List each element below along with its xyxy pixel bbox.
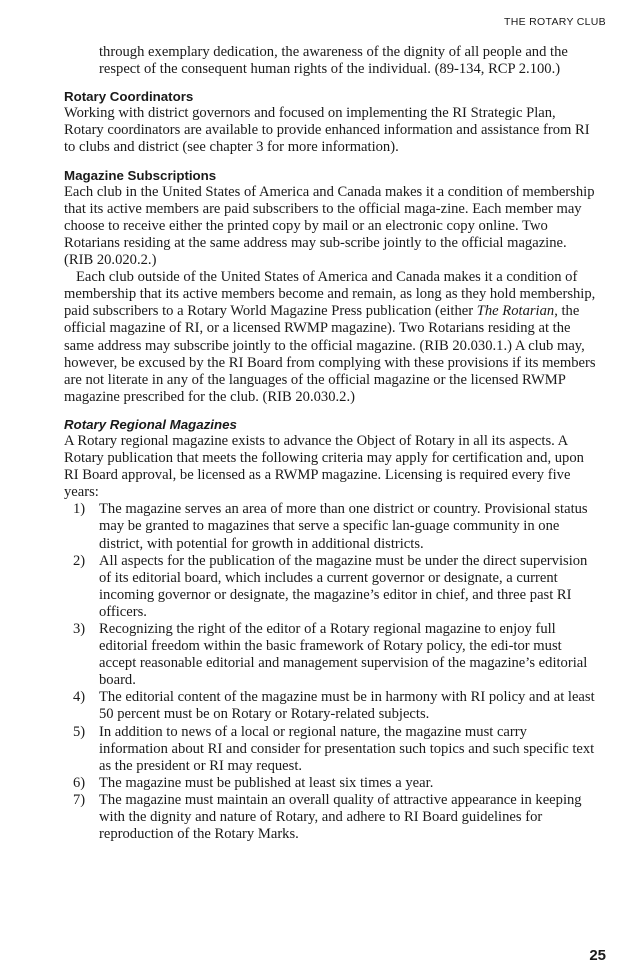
magazine-subscriptions-paragraph-1: Each club in the United States of America and Canada makes it a condition of membership that its active members are paid subscribers to the official maga-zine. Each member may choose to receive either the printed copy by mail or an electronic copy online. Two Rotarians residing at the same address may sub-scribe jointly to the official magazine. (RIB 20.020.2.) [64,183,595,269]
list-item-number: 1) [73,501,86,518]
list-item-text: In addition to news of a local or regional nature, the magazine must carry information about RI and consider for presentation such topics and such specific text as the president or RI may request. [99,723,595,774]
list-item [64,621,596,689]
section-rotary-coordinators [64,88,596,156]
list-item [64,724,596,775]
list-item-number: 2) [73,552,86,569]
section-heading-rotary-coordinators: Rotary Coordinators [64,89,194,105]
list-item [64,689,596,723]
magazine-subscriptions-paragraph-2 [64,269,596,406]
list-item [64,501,596,552]
list-item-text: The magazine serves an area of more than one district or country. Provisional status may be granted to magazines that serve a specific lan-guage community in one district, with potential for growth in additional districts. [99,501,588,552]
list-item-text: The magazine must be published at least six times a year. [99,774,434,791]
list-item-number: 6) [73,774,86,791]
page-content [64,44,596,843]
list-item-text: Recognizing the right of the editor of a Rotary regional magazine to enjoy full editorial freedom within the basic framework of Rotary policy, the edi-tor must accept reasonable editorial and management supervision of the magazine’s editorial board. [99,621,588,689]
intro-continuation-paragraph: through exemplary dedication, the awareness of the dignity of all people and the respect of the consequent human rights of the individual. (89-134, RCP 2.100.) [99,44,568,78]
list-item-text: All aspects for the publication of the magazine must be under the direct supervision of its editorial board, which includes a current governor or designate, a current incoming governor or designate, the magazine’s editor in chief, and three past RI officers. [99,552,588,620]
section-heading-magazine-subscriptions: Magazine Subscriptions [64,167,217,183]
rotary-coordinators-paragraph: Working with district governors and focused on implementing the RI Strategic Plan, Rotary coordinators are available to provide enhanced information and assistance from RI to clubs and district (see chapter 3 for more information). [64,105,590,156]
paragraph-text: Each club outside of the United States of America and Canada makes it a condition of membership that its active members become and remain, as long as they hold membership, paid subscribers to a Rotary World Magazine Press publication (either [64,269,596,320]
page-number: 25 [589,947,606,964]
paragraph-text: , the official magazine of RI, or a licensed RWMP magazine). Two Rotarians residing at the same address may subscribe jointly to the official magazine. (RIB 20.030.1.) A club may, however, be excused by the RI Board from complying with these provisions if its members are not literate in any of the languages of the official magazine or the licensed RWMP magazine prescribed for the club. (RIB 20.030.2.) [64,303,596,405]
running-head: THE ROTARY CLUB [504,16,606,28]
regional-magazines-intro-paragraph: A Rotary regional magazine exists to advance the Object of Rotary in all its aspects. A Rotary publication that meets the following criteria may apply for certification and, upon RI Board approval, be licensed as a RWMP magazine. Licensing is required every five years: [64,432,584,501]
section-magazine-subscriptions [64,167,596,406]
list-item [64,553,596,621]
criteria-list [64,501,596,843]
section-regional-magazines [64,416,596,843]
list-item-text: The magazine must maintain an overall quality of attractive appearance in keeping with the dignity and nature of Rotary, and adhere to RI Board guidelines for reproduction of the Rotary Marks. [99,791,582,843]
section-heading-regional-magazines: Rotary Regional Magazines [64,416,237,432]
magazine-title: The Rotarian [476,303,555,320]
list-item-number: 3) [73,621,86,637]
list-item [64,775,596,792]
list-item-text: The editorial content of the magazine must be in harmony with RI policy and at least 50 percent must be on Rotary or Rotary-related subjects. [99,689,595,723]
list-item-number: 5) [73,723,86,740]
list-item [64,792,596,843]
list-item-number: 7) [73,791,86,808]
list-item-number: 4) [73,689,86,706]
